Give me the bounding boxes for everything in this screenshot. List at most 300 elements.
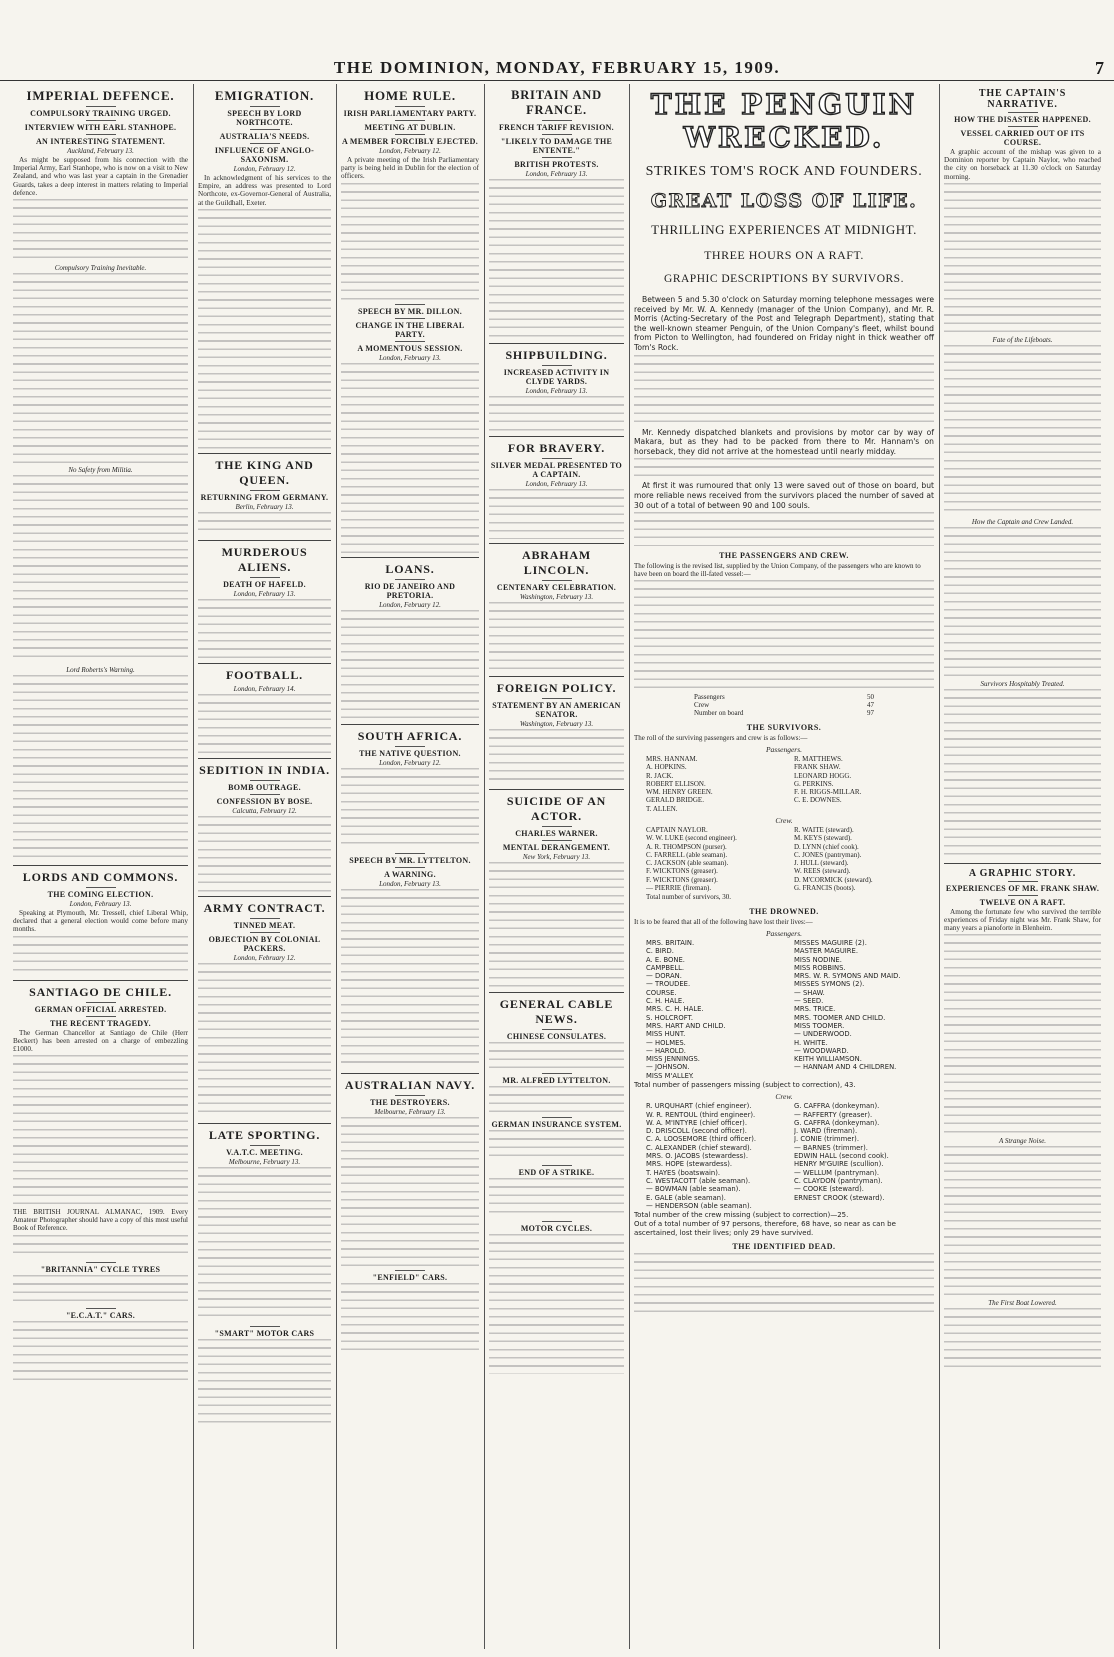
list-subheading: Crew. [775, 1092, 793, 1102]
article-text: Among the fortunate few who survived the terrible experiences of Friday night was Mr. Frank Shaw, for many years a pianoforte in Blenheim. [944, 907, 1101, 933]
column-captains-narrative [939, 86, 1106, 1647]
advertisement-heading: "BRITANNIA" CYCLE TYRES [13, 1262, 188, 1274]
text-block [198, 1339, 331, 1429]
article-text: At first it was rumoured that only 13 were saved out of those on board, but more reliable news received from the survivors placed the number of saved at 30 out of a total of between 90 and 100 souls. [634, 481, 934, 510]
drowned-name: KEITH WILLIAMSON. [794, 1055, 862, 1064]
side-heading: Compulsory Training Inevitable. [54, 264, 147, 273]
totals-value: 50 [867, 692, 874, 701]
survivor-name: CAPTAIN NAYLOR. [646, 825, 708, 834]
survivor-name: D. LYNN (chief cook). [794, 842, 859, 851]
dateline: London, February 13. [525, 387, 588, 395]
article-text: In acknowledgment of his services to the Empire, an address was presented to Lord Northcote, ex-Governor-General of Australia, at the Guildhall, Exeter. [198, 174, 331, 207]
survivor-name: C. FARRELL (able seaman). [646, 850, 728, 859]
divider [489, 992, 624, 993]
subhead: SILVER MEDAL PRESENTED TO A CAPTAIN. [489, 458, 624, 479]
dateline: London, February 12. [379, 600, 441, 609]
drowned-name: — HOLMES. [646, 1038, 686, 1047]
headline: MURDEROUS ALIENS. [221, 544, 308, 574]
divider [198, 540, 331, 541]
survivor-name: FRANK SHAW. [794, 763, 841, 772]
column-home-rule [336, 86, 484, 1647]
headline: FOREIGN POLICY. [496, 681, 617, 695]
list-heading: THE IDENTIFIED DEAD. [732, 1242, 836, 1252]
masthead-title: THE DOMINION, MONDAY, FEBRUARY 15, 1909. [333, 58, 781, 77]
article-text: A graphic account of the mishap was given to a Dominion reporter by Captain Naylor, who reached the city on horseback at 11.30 o'clock on Saturday morning. [944, 148, 1101, 181]
text-block [489, 1086, 624, 1114]
survivor-name: G. PERKINS. [794, 779, 834, 788]
drowned-name: E. GALE (able seaman). [646, 1193, 726, 1202]
drowned-name: EDWIN HALL (second cook). [794, 1152, 889, 1161]
article-text: The German Chancellor at Santiago de Chile (Herr Beckert) has been arrested on a charge of embezzling £1000. [13, 1028, 188, 1054]
text-block [489, 729, 624, 785]
masthead [0, 58, 1114, 81]
headline: SUICIDE OF AN ACTOR. [506, 794, 607, 823]
drowned-name: — BARNES (trimmer). [794, 1143, 868, 1152]
feature-subhead: GRAPHIC DESCRIPTIONS BY SURVIVORS. [664, 273, 904, 285]
text-block [944, 1308, 1101, 1368]
drowned-name: C. BIRD. [646, 947, 674, 956]
subhead: RETURNING FROM GERMANY. [198, 490, 331, 502]
headline: ABRAHAM LINCOLN. [522, 548, 591, 577]
drowned-name: MRS. W. R. SYMONS AND MAID. [794, 972, 901, 981]
divider [341, 1073, 479, 1074]
text-block [634, 1253, 934, 1313]
divider [944, 863, 1101, 864]
article-text: A private meeting of the Irish Parliamentary party is being held in Dublin for the election of officers. [341, 156, 479, 181]
text-block [944, 934, 1101, 1134]
headline: SEDITION IN INDIA. [199, 762, 330, 777]
survivor-name: GERALD BRIDGE. [646, 796, 704, 805]
survivor-name: ROBERT ELLISON. [646, 779, 706, 788]
dateline: London, February 12. [233, 953, 296, 962]
totals-value: 97 [867, 709, 874, 718]
article-text: Out of a total number of 97 persons, therefore, 68 have, so near as can be ascertained, lost their lives; only 29 have survived. [634, 1220, 896, 1237]
text-block [13, 1055, 188, 1205]
divider [489, 343, 624, 344]
drowned-passengers [634, 939, 934, 1080]
totals-label: Crew [694, 701, 710, 710]
headline: FOR BRAVERY. [507, 441, 606, 455]
divider [341, 724, 479, 725]
subhead: AN INTERESTING STATEMENT. [13, 134, 188, 146]
feature-subhead: GREAT LOSS OF LIFE. [650, 190, 918, 212]
divider [198, 1123, 331, 1124]
drowned-name: MISS HUNT. [646, 1030, 686, 1039]
missing-crew-total: Total number of the crew missing (subject to correction)—25. [634, 1211, 849, 1220]
headline: ARMY CONTRACT. [203, 900, 326, 915]
drowned-name: T. HAYES (boatswain). [646, 1168, 721, 1177]
side-heading: Survivors Hospitably Treated. [980, 679, 1065, 688]
dateline: Melbourne, February 13. [228, 1157, 301, 1166]
subhead: INCREASED ACTIVITY IN CLYDE YARDS. [489, 365, 624, 386]
totals-label: Number on board [694, 709, 744, 718]
survivor-name: LEONARD HOGG. [794, 771, 852, 780]
drowned-name: C. WESTACOTT (able seaman). [646, 1176, 751, 1185]
drowned-name: MISS ROBBINS. [794, 963, 846, 972]
text-block [341, 1117, 479, 1267]
totals-label: Passengers [694, 692, 725, 701]
survivor-name: F. H. RIGGS-MILLAR. [794, 788, 862, 797]
text-block [634, 512, 934, 546]
drowned-name: — HENDERSON (able seaman). [646, 1201, 752, 1210]
subhead: "LIKELY TO DAMAGE THE ENTENTE." [489, 134, 624, 155]
dateline: London, February 13. [525, 170, 588, 178]
text-block [198, 1167, 331, 1323]
drowned-name: C. A. LOOSEMORE (third officer). [646, 1135, 757, 1144]
drowned-name: H. WHITE. [794, 1038, 828, 1047]
survivor-name: R. JACK. [646, 771, 674, 780]
survivor-name: W. REES (steward). [794, 867, 851, 876]
drowned-name: MASTER MAGUIRE. [794, 947, 858, 956]
side-heading: Fate of the Lifeboats. [992, 335, 1053, 344]
survivor-name: C. E. DOWNES. [794, 796, 842, 805]
text-block [489, 1178, 624, 1218]
drowned-name: MRS. BRITAIN. [646, 938, 695, 947]
subhead: CENTENARY CELEBRATION. [489, 580, 624, 592]
subhead: END OF A STRIKE. [489, 1165, 624, 1177]
text-block [489, 396, 624, 432]
text-block [341, 889, 479, 1069]
subhead: FRENCH TARIFF REVISION. [489, 120, 624, 132]
drowned-name: D. DRISCOLL (second officer). [646, 1127, 747, 1136]
dateline: Berlin, February 13. [235, 502, 294, 511]
subhead: SPEECH BY MR. LYTTELTON. [341, 853, 479, 865]
dateline: Calcutta, February 12. [232, 806, 297, 815]
headline: LATE SPORTING. [208, 1127, 321, 1142]
drowned-name: — HAROLD. [646, 1046, 686, 1055]
survivor-name: C. JACKSON (able seaman). [646, 859, 729, 868]
text-block [944, 183, 1101, 333]
headline: FOOTBALL. [226, 667, 303, 682]
text-block [13, 199, 188, 261]
subhead: A WARNING. [341, 867, 479, 879]
survivor-name: — PIERRIE (fireman). [646, 884, 712, 893]
survivor-name: WM. HENRY GREEN. [646, 788, 713, 797]
list-heading: THE DROWNED. [749, 906, 819, 916]
drowned-name: C. H. HALE. [646, 997, 685, 1006]
headline: SANTIAGO DE CHILE. [29, 984, 172, 999]
side-heading: No Safety from Militia. [68, 466, 133, 475]
subhead: BOMB OUTRAGE. [198, 780, 331, 792]
survivor-name: A. R. THOMPSON (purser). [646, 842, 727, 851]
drowned-name: MRS. O. JACOBS (stewardess). [646, 1152, 748, 1161]
totals-value: 47 [867, 701, 874, 710]
drowned-name: — SEED. [794, 997, 824, 1006]
side-heading: Lord Roberts's Warning. [66, 666, 135, 675]
drowned-name: CAMPBELL. [646, 963, 685, 972]
drowned-name: — UNDERWOOD. [794, 1030, 852, 1039]
article-text: The following is the revised list, supplied by the Union Company, of the passengers who are known to have been on board the ill-fated vessel:— [634, 562, 921, 579]
subhead: OBJECTION BY COLONIAL PACKERS. [198, 932, 331, 953]
list-subheading: Passengers. [765, 928, 803, 938]
subhead: IRISH PARLIAMENTARY PARTY. [341, 106, 479, 118]
totals-table [634, 693, 934, 718]
divider [13, 980, 188, 981]
survivor-name: J. HULL (steward). [794, 859, 849, 868]
drowned-name: — TROUDEE. [646, 980, 691, 989]
survivor-name: D. M'CORMICK (steward). [794, 875, 873, 884]
drowned-name: COURSE. [646, 988, 677, 997]
text-block [13, 273, 188, 463]
survivor-name: G. FRANCIS (boots). [794, 884, 856, 893]
column-penguin-wrecked [629, 86, 939, 1647]
dateline: London, February 13. [379, 353, 441, 362]
divider [198, 758, 331, 759]
drowned-name-column [794, 939, 922, 1080]
list-subheading: Passengers. [765, 744, 803, 754]
text-block [13, 475, 188, 663]
dateline: London, February 12. [379, 147, 441, 155]
text-block [944, 345, 1101, 515]
headline: BRITAIN AND FRANCE. [511, 88, 602, 117]
drowned-name-column [794, 1102, 922, 1210]
text-block [341, 768, 479, 850]
headline: A GRAPHIC STORY. [968, 867, 1077, 879]
survivor-name-column [794, 755, 922, 813]
dateline: Auckland, February 13. [67, 147, 134, 155]
dateline: London, February 13. [525, 480, 588, 488]
survivor-name: A. HOPKINS. [646, 763, 687, 772]
drowned-name: C. CLAYDON (pantryman). [794, 1176, 883, 1185]
dateline: London, February 13. [233, 589, 296, 598]
subhead: HOW THE DISASTER HAPPENED. [944, 112, 1101, 124]
headline: HOME RULE. [364, 88, 456, 103]
subhead: DEATH OF HAFELD. [198, 577, 331, 589]
feature-subhead: STRIKES TOM'S ROCK AND FOUNDERS. [645, 164, 923, 179]
survivor-name-column [646, 826, 774, 892]
subhead: CONFESSION BY BOSE. [198, 794, 331, 806]
divider [489, 676, 624, 677]
drowned-name: HENRY M'GUIRE (scullion). [794, 1160, 884, 1169]
text-block [489, 1042, 624, 1070]
survivor-name-column [794, 826, 922, 892]
article-text: It is to be feared that all of the following have lost their lives:— [634, 917, 813, 926]
drowned-name: J. CONIE (trimmer). [794, 1135, 859, 1144]
subhead: INFLUENCE OF ANGLO-SAXONISM. [198, 143, 331, 164]
headline: THE CAPTAIN'S NARRATIVE. [978, 88, 1067, 110]
text-block [198, 694, 331, 754]
survivor-name: W. W. LUKE (second engineer). [646, 834, 737, 843]
survivor-name: C. JONES (pantryman). [794, 850, 862, 859]
survivor-crew [634, 826, 934, 892]
dateline: Washington, February 13. [519, 593, 594, 601]
drowned-name: MRS. HOPE (stewardess). [646, 1160, 733, 1169]
article-text: As might be supposed from his connection with the Imperial Army, Earl Stanhope, who is now on a visit to New Zealand, and who was last year a captain in the Grenadier Guards, takes a deep interest in matters relating to Imperial defence. [13, 156, 188, 197]
subhead: V.A.T.C. MEETING. [198, 1145, 331, 1157]
page-number: 7 [1095, 58, 1104, 78]
survivor-total: Total number of survivors, 30. [646, 893, 732, 902]
subhead: CHARLES WARNER. [489, 826, 624, 838]
drowned-name: W. A. M'INTYRE (chief officer). [646, 1118, 747, 1127]
subhead: VESSEL CARRIED OUT OF ITS COURSE. [944, 126, 1101, 147]
drowned-name: — BOWMAN (able seaman). [646, 1185, 741, 1194]
feature-subhead: THRILLING EXPERIENCES AT MIDNIGHT. [651, 222, 917, 237]
subhead: MENTAL DERANGEMENT. [489, 840, 624, 852]
subhead: SPEECH BY LORD NORTHCOTE. [198, 106, 331, 127]
drowned-name: G. CAFFRA (donkeyman). [794, 1102, 880, 1111]
dateline: London, February 13. [69, 900, 132, 909]
drowned-name-column [646, 939, 774, 1080]
missing-passenger-total: Total number of passengers missing (subject to correction), 43. [634, 1081, 856, 1089]
headline: SHIPBUILDING. [505, 348, 608, 362]
text-block [634, 580, 934, 690]
text-block [489, 602, 624, 672]
list-heading: THE SURVIVORS. [746, 722, 822, 732]
text-block [198, 963, 331, 1119]
subhead: EXPERIENCES OF MR. FRANK SHAW. [944, 881, 1101, 893]
drowned-name: MISS M'ALLEY. [646, 1071, 694, 1080]
dateline: London, February 12. [233, 165, 296, 173]
column-britain-france [484, 86, 629, 1647]
text-block [489, 862, 624, 988]
survivor-name: MRS. HANNAM. [646, 754, 698, 763]
text-block [634, 458, 934, 478]
subhead: CHANGE IN THE LIBERAL PARTY. [341, 318, 479, 339]
headline: GENERAL CABLE NEWS. [499, 997, 614, 1026]
subhead: TWELVE ON A RAFT. [944, 895, 1101, 907]
text-block [198, 599, 331, 659]
drowned-name: MISSES SYMONS (2). [794, 980, 865, 989]
text-block [341, 610, 479, 720]
text-block [944, 527, 1101, 677]
survivor-name-column [646, 755, 774, 813]
text-block [489, 179, 624, 339]
headline: LOANS. [385, 561, 435, 576]
divider [489, 789, 624, 790]
headline: THE KING AND QUEEN. [215, 457, 314, 487]
drowned-name: A. E. BONE. [646, 955, 685, 964]
subhead: COMPULSORY TRAINING URGED. [13, 106, 188, 118]
headline: IMPERIAL DEFENCE. [26, 88, 175, 103]
list-heading: THE PASSENGERS AND CREW. [719, 551, 849, 561]
dateline: London, February 13. [379, 879, 441, 888]
dateline: Washington, February 13. [519, 720, 594, 728]
drowned-name: — HANNAM AND 4 CHILDREN. [794, 1063, 897, 1072]
side-heading: The First Boat Lowered. [988, 1299, 1057, 1308]
text-block [198, 816, 331, 892]
feature-headline: THE PENGUIN WRECKED. [650, 88, 918, 154]
drowned-name: MISSES MAGUIRE (2). [794, 938, 867, 947]
divider [341, 557, 479, 558]
headline: AUSTRALIAN NAVY. [344, 1077, 476, 1092]
dateline: New York, February 13. [522, 853, 591, 861]
subhead: THE DESTROYERS. [341, 1095, 479, 1107]
column-imperial-defence [8, 86, 193, 1647]
dateline: London, February 14. [233, 684, 296, 693]
text-block [13, 936, 188, 976]
text-block [634, 355, 934, 425]
drowned-name: MRS. TOOMER AND CHILD. [794, 1013, 886, 1022]
drowned-name: MRS. TRICE. [794, 1005, 836, 1014]
divider [198, 453, 331, 454]
side-heading: A Strange Noise. [998, 1137, 1047, 1146]
text-block [489, 489, 624, 539]
subhead: TINNED MEAT. [198, 918, 331, 930]
drowned-name: MISS TOOMER. [794, 1021, 845, 1030]
article-text: Speaking at Plymouth, Mr. Tressell, chief Liberal Whip, declared that a general election would come before many months. [13, 909, 188, 934]
drowned-crew [634, 1102, 934, 1210]
drowned-name: ERNEST CROOK (steward). [794, 1193, 885, 1202]
drowned-name: MISS JENNINGS. [646, 1055, 700, 1064]
subhead: GERMAN INSURANCE SYSTEM. [489, 1117, 624, 1129]
subhead: AUSTRALIA'S NEEDS. [198, 129, 331, 141]
subhead: CHINESE CONSULATES. [489, 1029, 624, 1041]
drowned-name: R. URQUHART (chief engineer). [646, 1102, 752, 1111]
drowned-name-column [646, 1102, 774, 1210]
article-text: Between 5 and 5.30 o'clock on Saturday morning telephone messages were received by Mr. W. A. Kennedy (manager of the Union Company), and Mr. R. Morris (Acting-Secretary of the Post and Telegraph Department), stating that the well-known steamer Penguin, of the Union Company's fleet, whilst bound from Picton to Wellington, had foundered on Friday night in thick weather off Tom's Rock. [634, 295, 934, 352]
drowned-name: — JOHNSON. [646, 1063, 690, 1072]
text-block [13, 1235, 188, 1259]
text-block [13, 1275, 188, 1305]
subhead: MR. ALFRED LYTTELTON. [489, 1073, 624, 1085]
drowned-name: J. WARD (fireman). [794, 1127, 858, 1136]
subhead: THE NATIVE QUESTION. [341, 746, 479, 758]
dateline: Melbourne, February 13. [374, 1107, 446, 1116]
drowned-name: — SHAW. [794, 988, 825, 997]
subhead: RIO DE JANEIRO AND PRETORIA. [341, 579, 479, 600]
article-text: The roll of the surviving passengers and crew is as follows:— [634, 733, 808, 742]
drowned-name: — DORAN. [646, 972, 682, 981]
subhead: GERMAN OFFICIAL ARRESTED. [13, 1002, 188, 1014]
subhead: INTERVIEW WITH EARL STANHOPE. [13, 120, 188, 132]
divider [198, 896, 331, 897]
divider [13, 865, 188, 866]
drowned-name: — WOODWARD. [794, 1046, 849, 1055]
survivor-name: M. KEYS (steward). [794, 834, 852, 843]
drowned-name: G. CAFFRA (donkeyman). [794, 1118, 880, 1127]
drowned-name: MRS. HART AND CHILD. [646, 1021, 726, 1030]
drowned-name: C. ALEXANDER (chief steward). [646, 1143, 752, 1152]
drowned-name: — RAFFERTY (greaser). [794, 1110, 873, 1119]
text-block [198, 512, 331, 536]
text-block [341, 1283, 479, 1353]
survivor-passengers [634, 755, 934, 813]
headline: EMIGRATION. [214, 88, 315, 103]
headline: LORDS AND COMMONS. [22, 870, 179, 885]
drowned-name: W. R. RENTOUL (third engineer). [646, 1110, 756, 1119]
survivor-name: F. WICKTONS (greaser). [646, 875, 718, 884]
drowned-name: — WELLUM (pantryman). [794, 1168, 880, 1177]
side-heading: How the Captain and Crew Landed. [971, 517, 1074, 526]
feature-subhead: THREE HOURS ON A RAFT. [704, 248, 864, 262]
advertisement-heading: "E.C.A.T." CARS. [13, 1308, 188, 1320]
divider [198, 663, 331, 664]
subhead: A MEMBER FORCIBLY EJECTED. [341, 134, 479, 146]
text-block [13, 675, 188, 861]
subhead: A MOMENTOUS SESSION. [341, 341, 479, 353]
article-text: Mr. Kennedy dispatched blankets and provisions by motor car by way of Makara, but as they had to be packed from there to Mr. Hannam's on horseback, they did not arrive at the homestead until nearly midday. [634, 427, 934, 456]
drowned-name: — COOKE (steward). [794, 1185, 864, 1194]
list-subheading: Crew. [775, 815, 793, 825]
subhead: THE RECENT TRAGEDY. [13, 1016, 188, 1028]
survivor-name: R. WAITE (steward). [794, 825, 854, 834]
text-block [341, 183, 479, 301]
advertisement-heading: "SMART" MOTOR CARS [198, 1326, 331, 1338]
survivor-name: T. ALLEN. [646, 804, 678, 813]
text-block [489, 1234, 624, 1374]
subhead: THE COMING ELECTION. [13, 887, 188, 899]
text-block [489, 1130, 624, 1162]
survivor-name: F. WICKTONS (greaser). [646, 867, 718, 876]
drowned-name: MISS NODINE. [794, 955, 842, 964]
advertisement-heading: "ENFIELD" CARS. [341, 1270, 479, 1282]
drowned-name: MRS. C. H. HALE. [646, 1005, 704, 1014]
headline: SOUTH AFRICA. [357, 728, 463, 743]
divider [489, 436, 624, 437]
column-emigration [193, 86, 336, 1647]
divider [489, 543, 624, 544]
subhead: STATEMENT BY AN AMERICAN SENATOR. [489, 698, 624, 719]
